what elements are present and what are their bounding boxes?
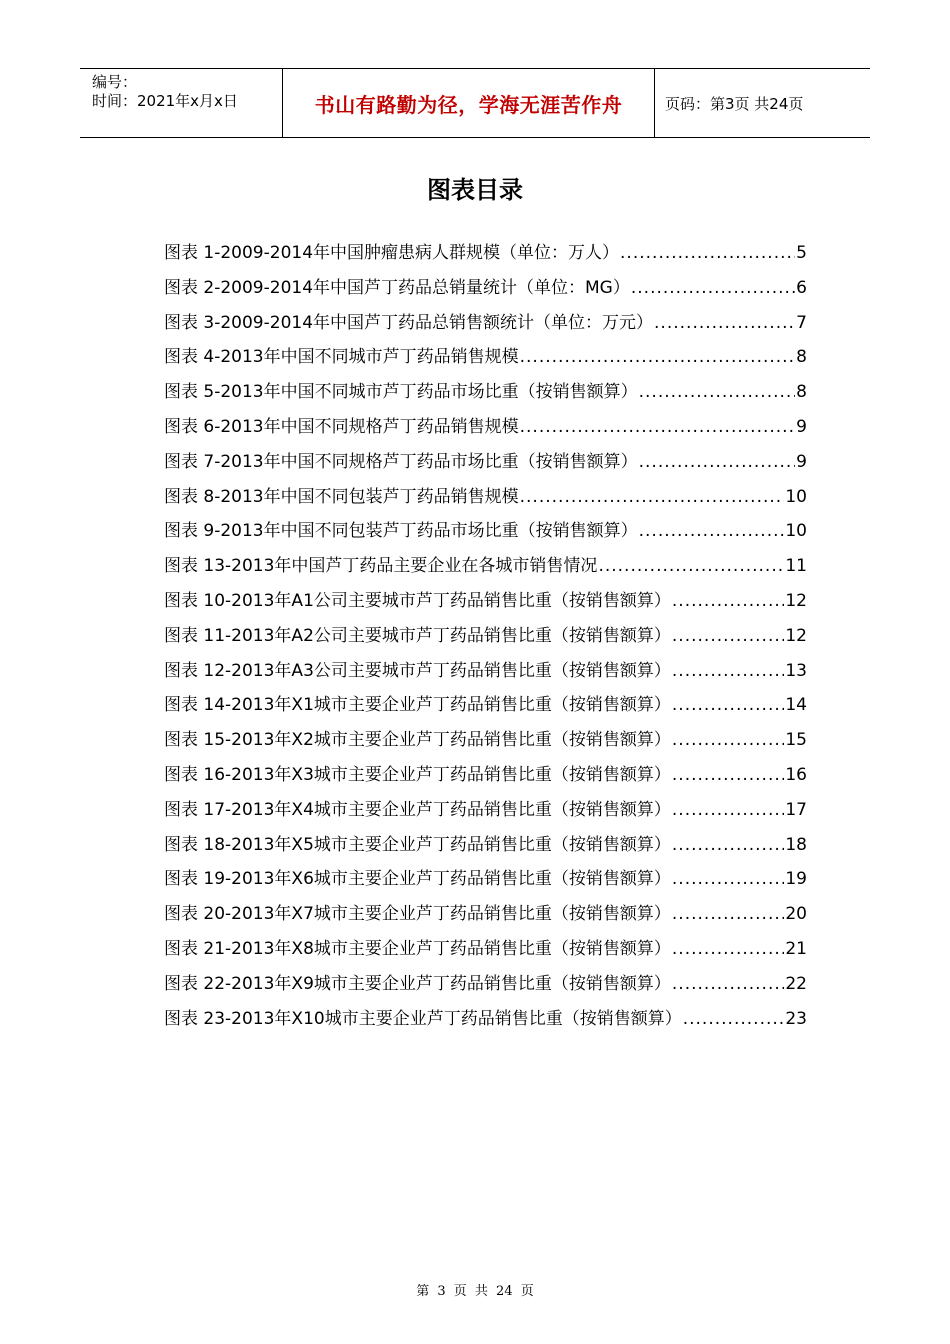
toc-entry[interactable]	[164, 412, 807, 447]
toc-entry-page: 9	[796, 451, 807, 472]
toc-entry-label: 图表 11-2013年A2公司主要城市芦丁药品销售比重（按销售额算）	[164, 625, 671, 646]
document-number: 编号：	[92, 73, 138, 91]
toc-entry[interactable]	[164, 1004, 807, 1039]
toc-entry-label: 图表 2-2009-2014年中国芦丁药品总销量统计（单位：MG）	[164, 277, 630, 298]
toc-entry-label: 图表 10-2013年A1公司主要城市芦丁药品销售比重（按销售额算）	[164, 590, 671, 611]
toc-entry[interactable]	[164, 516, 807, 551]
toc-entry-page: 12	[785, 625, 807, 646]
toc-entry-page: 12	[785, 590, 807, 611]
page-title: 图表目录	[427, 176, 523, 204]
toc-entry-label: 图表 12-2013年A3公司主要城市芦丁药品销售比重（按销售额算）	[164, 660, 671, 681]
toc-entry-label: 图表 7-2013年中国不同规格芦丁药品市场比重（按销售额算）	[164, 451, 638, 472]
toc-entry-label: 图表 19-2013年X6城市主要企业芦丁药品销售比重（按销售额算）	[164, 869, 671, 890]
toc-entry[interactable]	[164, 273, 807, 308]
toc-leader-dots	[639, 452, 796, 472]
toc-leader-dots	[672, 800, 784, 820]
toc-leader-dots	[520, 417, 796, 437]
toc-leader-dots	[672, 626, 784, 646]
toc-entry-page: 11	[785, 556, 807, 577]
toc-entry[interactable]	[164, 238, 807, 273]
toc-leader-dots	[672, 835, 784, 855]
header-info	[80, 69, 282, 137]
toc-entry[interactable]	[164, 690, 807, 725]
toc-leader-dots	[672, 904, 784, 924]
toc-entry-page: 21	[785, 938, 807, 959]
toc-entry[interactable]	[164, 656, 807, 691]
toc-entry-label: 图表 4-2013年中国不同城市芦丁药品销售规模	[164, 347, 519, 368]
toc-entry-label: 图表 13-2013年中国芦丁药品主要企业在各城市销售情况	[164, 556, 598, 577]
toc-leader-dots	[620, 243, 795, 263]
toc-leader-dots	[639, 382, 796, 402]
toc-leader-dots	[672, 974, 784, 994]
toc-leader-dots	[683, 1009, 785, 1029]
page-header	[80, 68, 870, 138]
toc-entry-page: 10	[785, 521, 807, 542]
toc-leader-dots	[672, 730, 784, 750]
toc-entry-page: 19	[785, 869, 807, 890]
toc-leader-dots	[672, 661, 784, 681]
toc-entry-page: 18	[785, 834, 807, 855]
toc-leader-dots	[672, 939, 784, 959]
toc-entry[interactable]	[164, 934, 807, 969]
toc-entry-page: 10	[785, 486, 807, 507]
toc-leader-dots	[520, 347, 796, 367]
toc-entry-page: 23	[785, 1008, 807, 1029]
toc-entry-label: 图表 8-2013年中国不同包装芦丁药品销售规模	[164, 486, 519, 507]
toc-entry-label: 图表 22-2013年X9城市主要企业芦丁药品销售比重（按销售额算）	[164, 973, 671, 994]
toc-entry[interactable]	[164, 342, 807, 377]
toc-entry-page: 8	[796, 347, 807, 368]
toc-entry-page: 9	[796, 416, 807, 437]
toc-entry-page: 16	[785, 764, 807, 785]
toc-entry-page: 8	[796, 382, 807, 403]
toc-entry[interactable]	[164, 551, 807, 586]
toc-entry-page: 22	[785, 973, 807, 994]
toc-leader-dots	[631, 278, 795, 298]
toc-entry-label: 图表 5-2013年中国不同城市芦丁药品市场比重（按销售额算）	[164, 382, 638, 403]
toc-leader-dots	[520, 487, 785, 507]
toc-entry[interactable]	[164, 864, 807, 899]
toc-leader-dots	[672, 591, 784, 611]
page-footer: 第 3 页 共 24 页	[416, 1284, 534, 1299]
toc-entry-page: 5	[796, 243, 807, 263]
toc-entry[interactable]	[164, 447, 807, 482]
toc-entry[interactable]	[164, 725, 807, 760]
toc-entry-label: 图表 18-2013年X5城市主要企业芦丁药品销售比重（按销售额算）	[164, 834, 671, 855]
toc-entry-label: 图表 16-2013年X3城市主要企业芦丁药品销售比重（按销售额算）	[164, 764, 671, 785]
toc-entry[interactable]	[164, 621, 807, 656]
toc-entry-label: 图表 9-2013年中国不同包装芦丁药品市场比重（按销售额算）	[164, 521, 638, 542]
toc-entry[interactable]	[164, 795, 807, 830]
toc-entry[interactable]	[164, 377, 807, 412]
toc-entry[interactable]	[164, 482, 807, 517]
document-date: 时间：2021年x月x日	[92, 92, 238, 110]
toc-entry-label: 图表 3-2009-2014年中国芦丁药品总销售额统计（单位：万元）	[164, 312, 654, 333]
toc-entry-page: 14	[785, 695, 807, 716]
toc-entry[interactable]	[164, 308, 807, 343]
toc-leader-dots	[639, 521, 785, 541]
toc-leader-dots	[598, 556, 784, 576]
toc-leader-dots	[654, 313, 795, 333]
header-motto: 书山有路勤为径，学海无涯苦作舟	[282, 69, 655, 137]
header-page-info: 页码：第3页 共24页	[665, 94, 804, 113]
toc-entry-page: 15	[785, 730, 807, 751]
toc-entry-label: 图表 14-2013年X1城市主要企业芦丁药品销售比重（按销售额算）	[164, 695, 671, 716]
toc-entry-page: 20	[785, 904, 807, 925]
toc-entry-label: 图表 20-2013年X7城市主要企业芦丁药品销售比重（按销售额算）	[164, 904, 671, 925]
toc-entry-page: 7	[796, 312, 807, 333]
toc-entry[interactable]	[164, 760, 807, 795]
toc-leader-dots	[672, 695, 784, 715]
toc-entry-page: 17	[785, 799, 807, 820]
toc-entry-page: 13	[785, 660, 807, 681]
toc-entry[interactable]	[164, 830, 807, 865]
toc-entry-label: 图表 17-2013年X4城市主要企业芦丁药品销售比重（按销售额算）	[164, 799, 671, 820]
table-of-figures	[164, 238, 807, 1038]
toc-entry-page: 6	[796, 277, 807, 298]
toc-entry-label: 图表 15-2013年X2城市主要企业芦丁药品销售比重（按销售额算）	[164, 730, 671, 751]
toc-entry[interactable]	[164, 586, 807, 621]
toc-entry-label: 图表 1-2009-2014年中国肿瘤患病人群规模（单位：万人）	[164, 243, 620, 263]
toc-entry-label: 图表 21-2013年X8城市主要企业芦丁药品销售比重（按销售额算）	[164, 938, 671, 959]
toc-entry[interactable]	[164, 899, 807, 934]
toc-entry-label: 图表 6-2013年中国不同规格芦丁药品销售规模	[164, 416, 519, 437]
toc-leader-dots	[672, 765, 784, 785]
toc-entry[interactable]	[164, 969, 807, 1004]
toc-leader-dots	[672, 869, 784, 889]
toc-entry-label: 图表 23-2013年X10城市主要企业芦丁药品销售比重（按销售额算）	[164, 1008, 682, 1029]
